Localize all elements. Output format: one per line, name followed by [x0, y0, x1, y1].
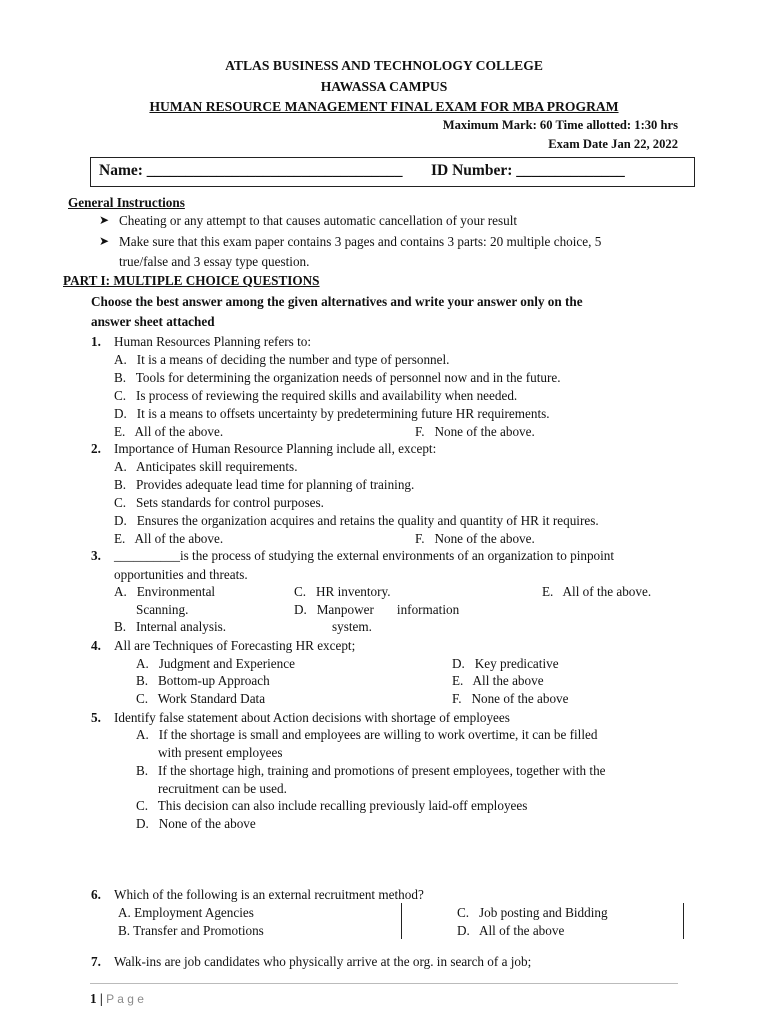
question-number: 7.	[91, 954, 101, 969]
part1-directions-cont: answer sheet attached	[91, 314, 215, 329]
name-field[interactable]: Name: _________________________________	[99, 162, 403, 179]
answer-option: A. If the shortage is small and employees are willing to work overtime, it can be filled	[136, 727, 598, 742]
page-number: 1	[90, 991, 97, 1006]
answer-option: E. All of the above.	[542, 584, 652, 599]
instruction-item-cont: true/false and 3 essay type question.	[119, 254, 310, 269]
question-number: 1.	[91, 334, 101, 349]
exam-title: HUMAN RESOURCE MANAGEMENT FINAL EXAM FOR MBA PROGRAM	[149, 99, 619, 114]
exam-date: Exam Date Jan 22, 2022	[548, 137, 678, 151]
answer-option: F. None of the above.	[415, 531, 535, 546]
question-number: 2.	[91, 441, 101, 456]
arrow-bullet-icon: ➤	[99, 234, 110, 248]
question-number: 4.	[91, 638, 101, 653]
answer-option: A. Judgment and Experience	[136, 656, 295, 671]
answer-option: D. All of the above	[457, 923, 565, 938]
answer-option: B. Internal analysis.	[114, 619, 227, 634]
answer-option-cont: with present employees	[158, 745, 283, 760]
answer-option: E. All of the above.	[114, 424, 224, 439]
id-number-field[interactable]: ID Number: ______________	[431, 162, 625, 179]
answer-option: B. Provides adequate lead time for planning of training.	[114, 477, 415, 492]
answer-option: D. It is a means to offsets uncertainty by predetermining future HR requirements.	[114, 406, 550, 421]
part1-directions: Choose the best answer among the given alternatives and write your answer only on the	[91, 294, 583, 309]
question-number: 5.	[91, 710, 101, 725]
answer-option: B. If the shortage high, training and promotions of present employees, together with the	[136, 763, 606, 778]
question-text-cont: opportunities and threats.	[114, 567, 248, 582]
answer-option: E. All of the above.	[114, 531, 224, 546]
answer-option-cont: system.	[332, 619, 372, 634]
question-text: Human Resources Planning refers to:	[114, 334, 312, 349]
answer-option: C. Job posting and Bidding	[457, 905, 608, 920]
question-text: Walk-ins are job candidates who physically arrive at the org. in search of a job;	[114, 954, 532, 969]
answer-option: B. Transfer and Promotions	[118, 923, 264, 938]
instruction-item: Cheating or any attempt to that causes automatic cancellation of your result	[119, 213, 518, 228]
answer-option: A. Employment Agencies	[118, 905, 254, 920]
max-mark-time: Maximum Mark: 60 Time allotted: 1:30 hrs	[442, 118, 678, 132]
answer-option-cont: recruitment can be used.	[158, 781, 287, 796]
answer-option: B. Tools for determining the organization needs of personnel now and in the future.	[114, 370, 561, 385]
question-text: Importance of Human Resource Planning include all, except:	[114, 441, 437, 456]
answer-option: D. Key predicative	[452, 656, 559, 671]
answer-option: A. Environmental	[114, 584, 216, 599]
campus-name: HAWASSA CAMPUS	[320, 79, 448, 94]
question-number: 6.	[91, 887, 101, 902]
question-text: __________is the process of studying the external environments of an organization to pinpoint	[114, 548, 615, 563]
question-text: Which of the following is an external recruitment method?	[114, 887, 424, 902]
answer-option: D. Manpower information	[294, 602, 460, 617]
part1-title: PART I: MULTIPLE CHOICE QUESTIONS	[63, 273, 320, 288]
answer-option: C. This decision can also include recalling previously laid-off employees	[136, 798, 528, 813]
table-divider	[683, 903, 684, 939]
footer-rule	[90, 983, 678, 984]
answer-option: D. None of the above	[136, 816, 256, 831]
footer-separator: |	[99, 991, 103, 1006]
answer-option: C. Sets standards for control purposes.	[114, 495, 324, 510]
answer-option: A. Anticipates skill requirements.	[114, 459, 298, 474]
arrow-bullet-icon: ➤	[99, 213, 110, 227]
answer-option: B. Bottom-up Approach	[136, 673, 270, 688]
answer-option: C. Work Standard Data	[136, 691, 266, 706]
answer-option-cont: Scanning.	[136, 602, 189, 617]
answer-option: C. Is process of reviewing the required skills and availability when needed.	[114, 388, 518, 403]
question-number: 3.	[91, 548, 101, 563]
table-divider	[401, 903, 402, 939]
instruction-item: Make sure that this exam paper contains 3 pages and contains 3 parts: 20 multiple choice, 5	[119, 234, 602, 249]
answer-option: C. HR inventory.	[294, 584, 391, 599]
answer-option: E. All the above	[452, 673, 544, 688]
instructions-title: General Instructions	[68, 195, 185, 210]
question-text: Identify false statement about Action decisions with shortage of employees	[114, 710, 510, 725]
page-label: P a g e	[106, 992, 144, 1006]
college-name: ATLAS BUSINESS AND TECHNOLOGY COLLEGE	[225, 58, 543, 73]
answer-option: A. It is a means of deciding the number and type of personnel.	[114, 352, 450, 367]
answer-option: F. None of the above	[452, 691, 569, 706]
question-text: All are Techniques of Forecasting HR except;	[114, 638, 356, 653]
answer-option: D. Ensures the organization acquires and retains the quality and quantity of HR it requires.	[114, 513, 599, 528]
page-footer	[90, 990, 144, 1009]
answer-option: F. None of the above.	[415, 424, 535, 439]
